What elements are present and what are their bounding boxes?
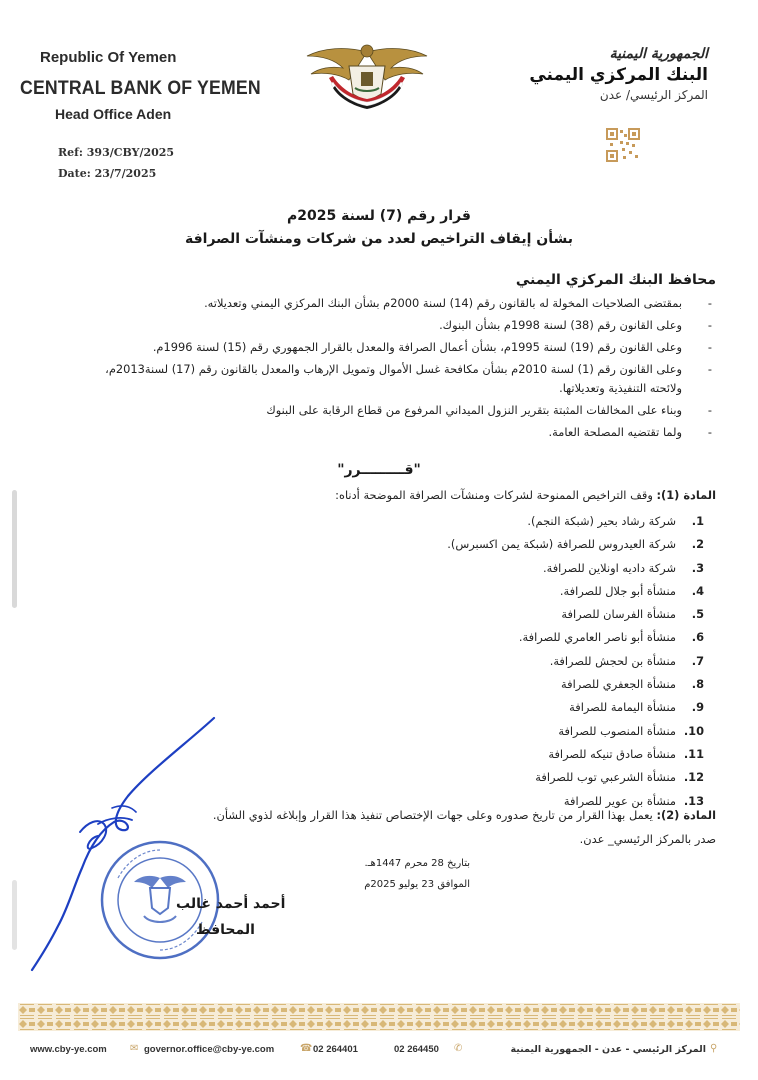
hijri-date: بتاريخ 28 محرم 1447هـ. [364, 858, 470, 869]
reference-number: Ref: 393/CBY/2025 [58, 146, 175, 159]
preamble-item: - بمقتضى الصلاحيات المخولة له بالقانون رقم (14) لسنة 2000م بشأن البنك المركزي اليمني وتعديلاته. [204, 296, 712, 310]
preamble-item: - ولما تقتضيه المصلحة العامة. [548, 425, 712, 439]
list-item: 2.شركة العيدروس للصرافة (شبكة يمن اكسبرس). [447, 537, 704, 552]
phone-handset-icon: ✆ [454, 1043, 463, 1054]
preamble-list [76, 294, 716, 445]
list-item: 12.منشأة الشرعبي توب للصرافة [535, 770, 704, 785]
list-item: 5.منشأة الفرسان للصرافة [561, 607, 704, 622]
yemen-eagle-emblem-icon [305, 42, 429, 110]
header-en-bank-name: CENTRAL BANK OF YEMEN [20, 78, 261, 99]
list-item: 7.منشأة بن لحجش للصرافة. [549, 653, 704, 668]
preamble-item: - وعلى القانون رقم (38) لسنة 1998م بشأن البنوك. [439, 318, 712, 332]
email-icon: ✉ [130, 1043, 139, 1054]
preamble-item: - وعلى القانون رقم (1) لسنة 2010م بشأن مكافحة غسل الأموال وتمويل الإرهاب والمعدل بالقانون رقم (17) لسنة2013م، ولائحته التنفيذية وتعديلاتها. [105, 362, 712, 395]
preamble-item: - وعلى القانون رقم (19) لسنة 1995م، بشأن أعمال الصرافة والمعدل بالقرار الجمهوري رقم (15) لسنة 1996م. [152, 340, 712, 354]
article-2-text: يعمل بهذا القرار من تاريخ صدوره وعلى جهات الإختصاص تنفيذ هذا القرار وإبلاغه لذوي الشأن. [212, 808, 653, 822]
article-2 [213, 808, 716, 822]
decree-title: قرار رقم (7) لسنة 2025م [287, 208, 471, 224]
handwritten-signature-icon [18, 712, 238, 982]
preamble-item: - وبناء على المخالفات المثبتة بتقرير النزول الميداني المرفوع من قطاع الرقابة على البنوك [266, 403, 712, 417]
header-ar-bank-name: البنك المركزي اليمني [529, 65, 708, 85]
header-en-head-office: Head Office Aden [55, 106, 172, 122]
decision-heading: "قـــــــــرر" [337, 462, 421, 478]
document-date: Date: 23/7/2025 [58, 167, 157, 180]
scroll-edge-indicator [12, 490, 17, 608]
header-en-republic: Republic Of Yemen [40, 49, 177, 66]
signatory-name: أحمد أحمد غالب [176, 896, 286, 912]
gregorian-date: الموافق 23 يوليو 2025م [364, 879, 470, 890]
list-item: 11.منشأة صادق تنيكه للصرافة [548, 746, 704, 761]
header-ar-republic: الجمهورية اليمنية [609, 46, 708, 62]
article-2-label: المادة (2): [656, 808, 716, 822]
list-item: 4.منشأة أبو جلال للصرافة. [559, 583, 704, 598]
article-1-label: المادة (1): [656, 488, 716, 502]
phone-icon: ☎ [300, 1043, 313, 1054]
list-item: 1.شركة رشاد بحير (شبكة النجم). [527, 514, 704, 528]
header-ar-block [498, 46, 708, 102]
footer-phone-2: 02 264450 [394, 1044, 439, 1055]
list-item: 13.منشأة بن عوير للصرافة [563, 793, 704, 808]
list-item: 6.منشأة أبو ناصر العامري للصرافة. [518, 630, 704, 645]
list-item: 8.منشأة الجعفري للصرافة [561, 677, 704, 692]
list-item: 10.منشأة المنصوب للصرافة [558, 723, 704, 738]
issued-at: صدر بالمركز الرئيسي_ عدن. [579, 832, 716, 846]
governor-heading: محافظ البنك المركزي اليمني [515, 272, 716, 288]
list-item: 3.شركة داديه اونلاين للصرافة. [542, 560, 704, 575]
list-item: 9.منشأة اليمامة للصرافة [569, 700, 704, 715]
suspended-entities-list [447, 510, 704, 813]
qr-code-icon [606, 128, 640, 162]
article-1-text: وقف التراخيص الممنوحة لشركات ومنشآت الصرافة الموضحة أدناه: [335, 488, 653, 502]
footer-email[interactable]: governor.office@cby-ye.com [144, 1044, 275, 1055]
scroll-edge-indicator-lower [12, 880, 17, 950]
footer-phone-1: 02 264401 [313, 1044, 358, 1055]
decree-subject: بشأن إيقاف التراخيص لعدد من شركات ومنشآت الصرافة [185, 231, 573, 247]
decorative-border-pattern [18, 1003, 740, 1031]
footer-address: المركز الرئيسي - عدن - الجمهورية اليمنية [510, 1044, 706, 1055]
article-1 [335, 488, 716, 502]
header-ar-head-office: المركز الرئيسي/ عدن [599, 88, 708, 102]
location-pin-icon: ⚲ [710, 1043, 718, 1054]
footer-website[interactable]: www.cby-ye.com [30, 1044, 107, 1055]
signatory-title: المحافظ [196, 922, 255, 938]
